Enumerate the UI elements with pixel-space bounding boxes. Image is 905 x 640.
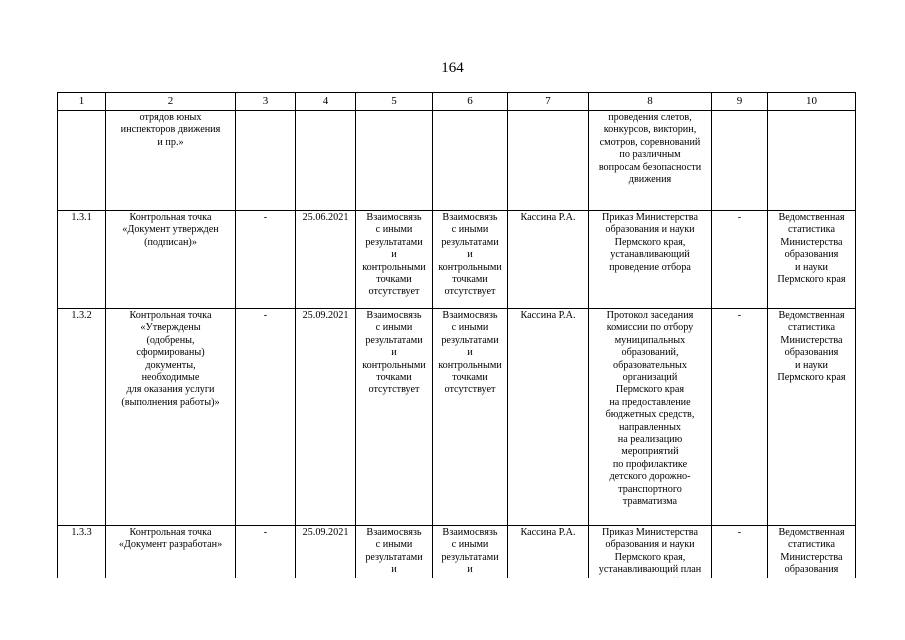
- end-date-cell: 25.09.2021: [296, 526, 356, 609]
- row-number-cell: 1.3.1: [58, 211, 106, 309]
- predecessor-cell: Взаимосвязь с иными результатами и: [356, 526, 433, 609]
- page-number: 164: [441, 60, 464, 76]
- successor-cell: Взаимосвязь с иными результатами и контрольными точками отсутствует: [433, 211, 508, 309]
- info-system-cell: Ведомственная статистика Министерства образования и науки Пермского края: [768, 309, 856, 526]
- responsible-cell: [508, 111, 589, 211]
- item-name-cell: отрядов юных инспекторов движения и пр.»: [106, 111, 236, 211]
- page-bottom-margin: [0, 578, 905, 640]
- start-date-cell: [236, 111, 296, 211]
- start-date-cell: -: [236, 526, 296, 609]
- item-name-cell: Контрольная точка «Утверждены (одобрены, сформированы) документы, необходимые для оказания услуги (выполнения работы)»: [106, 309, 236, 526]
- column-header: 5: [356, 93, 433, 111]
- column-header: 7: [508, 93, 589, 111]
- predecessor-cell: Взаимосвязь с иными результатами и контрольными точками отсутствует: [356, 309, 433, 526]
- level-cell: -: [712, 211, 768, 309]
- info-system-cell: Ведомственная статистика Министерства образования и науки Пермского края: [768, 211, 856, 309]
- column-header: 6: [433, 93, 508, 111]
- document-cell: Приказ Министерства образования и науки Пермского края, устанавливающий проведение отбора: [589, 211, 712, 309]
- row-number-cell: 1.3.2: [58, 309, 106, 526]
- level-cell: -: [712, 526, 768, 609]
- item-name-cell: Контрольная точка «Документ разработан»: [106, 526, 236, 609]
- successor-cell: [433, 111, 508, 211]
- plan-table: [57, 92, 856, 609]
- level-cell: -: [712, 309, 768, 526]
- column-header: 10: [768, 93, 856, 111]
- responsible-cell: Кассина Р.А.: [508, 309, 589, 526]
- table-row: [58, 211, 856, 309]
- successor-cell: Взаимосвязь с иными результатами и контрольными точками отсутствует: [433, 309, 508, 526]
- start-date-cell: -: [236, 211, 296, 309]
- end-date-cell: 25.06.2021: [296, 211, 356, 309]
- column-header: 4: [296, 93, 356, 111]
- info-system-cell: Ведомственная статистика Министерства образования: [768, 526, 856, 609]
- responsible-cell: Кассина Р.А.: [508, 526, 589, 609]
- table-row-continuation: [58, 111, 856, 211]
- item-name-cell: Контрольная точка «Документ утвержден (подписан)»: [106, 211, 236, 309]
- responsible-cell: Кассина Р.А.: [508, 211, 589, 309]
- document-cell: Протокол заседания комиссии по отбору муниципальных образований, образовательных организаций Пермского края на предоставление бюджетных средств, направленных на реализацию мероприятий по профилактике детского дорожно- транспортного травматизма: [589, 309, 712, 526]
- column-header: 8: [589, 93, 712, 111]
- column-header: 9: [712, 93, 768, 111]
- column-header: 3: [236, 93, 296, 111]
- document-cell: Приказ Министерства образования и науки Пермского края, устанавливающий план: [589, 526, 712, 609]
- info-system-cell: [768, 111, 856, 211]
- end-date-cell: 25.09.2021: [296, 309, 356, 526]
- column-header: 1: [58, 93, 106, 111]
- document-cell: проведения слетов, конкурсов, викторин, смотров, соревнований по различным вопросам безопасности движения: [589, 111, 712, 211]
- level-cell: [712, 111, 768, 211]
- predecessor-cell: Взаимосвязь с иными результатами и контрольными точками отсутствует: [356, 211, 433, 309]
- row-number-cell: 1.3.3: [58, 526, 106, 609]
- successor-cell: Взаимосвязь с иными результатами и: [433, 526, 508, 609]
- start-date-cell: -: [236, 309, 296, 526]
- table-header-row: [58, 93, 856, 111]
- column-header: 2: [106, 93, 236, 111]
- end-date-cell: [296, 111, 356, 211]
- predecessor-cell: [356, 111, 433, 211]
- row-number-cell: [58, 111, 106, 211]
- table-row: [58, 309, 856, 526]
